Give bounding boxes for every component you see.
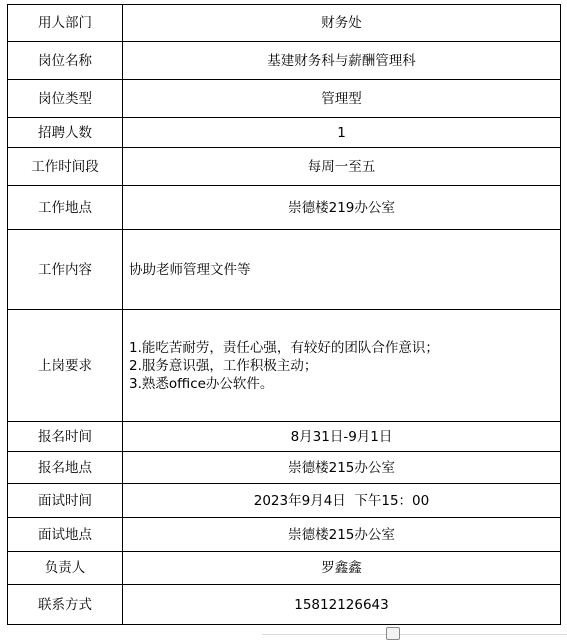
page-edge-divider xyxy=(262,634,567,635)
table-row xyxy=(8,484,561,518)
job-posting-table xyxy=(7,4,561,625)
requirement-line: 1.能吃苦耐劳，责任心强，有较好的团队合作意识； xyxy=(129,339,439,356)
requirement-line: 3.熟悉office办公软件。 xyxy=(129,375,274,392)
table-row xyxy=(8,310,561,422)
value-interview-time: 2023年9月4日 下午15：00 xyxy=(123,484,561,518)
value-department: 财务处 xyxy=(123,5,561,42)
label-requirements: 上岗要求 xyxy=(8,310,123,422)
label-interview-time: 面试时间 xyxy=(8,484,123,518)
value-signup-location: 崇德楼215办公室 xyxy=(123,452,561,484)
table-row xyxy=(8,5,561,42)
table-row xyxy=(8,118,561,148)
label-position-type: 岗位类型 xyxy=(8,80,123,118)
label-headcount: 招聘人数 xyxy=(8,118,123,148)
value-job-content: 协助老师管理文件等 xyxy=(123,230,561,310)
value-person-in-charge: 罗鑫鑫 xyxy=(123,552,561,585)
label-person-in-charge: 负责人 xyxy=(8,552,123,585)
value-requirements xyxy=(123,310,561,422)
label-position-name: 岗位名称 xyxy=(8,42,123,80)
value-work-hours: 每周一至五 xyxy=(123,148,561,186)
label-work-location: 工作地点 xyxy=(8,186,123,230)
table-row xyxy=(8,518,561,552)
table-row xyxy=(8,452,561,484)
label-work-hours: 工作时间段 xyxy=(8,148,123,186)
value-position-name: 基建财务科与薪酬管理科 xyxy=(123,42,561,80)
table-row xyxy=(8,230,561,310)
table-row xyxy=(8,585,561,625)
table-row xyxy=(8,552,561,585)
value-headcount: 1 xyxy=(123,118,561,148)
value-contact: 15812126643 xyxy=(123,585,561,625)
job-posting-sheet xyxy=(7,4,561,625)
table-row xyxy=(8,80,561,118)
label-signup-time: 报名时间 xyxy=(8,422,123,452)
label-job-content: 工作内容 xyxy=(8,230,123,310)
table-row xyxy=(8,42,561,80)
table-row xyxy=(8,148,561,186)
value-work-location: 崇德楼219办公室 xyxy=(123,186,561,230)
label-signup-location: 报名地点 xyxy=(8,452,123,484)
table-row xyxy=(8,186,561,230)
table-row xyxy=(8,422,561,452)
label-contact: 联系方式 xyxy=(8,585,123,625)
value-signup-time: 8月31日-9月1日 xyxy=(123,422,561,452)
value-position-type: 管理型 xyxy=(123,80,561,118)
value-interview-location: 崇德楼215办公室 xyxy=(123,518,561,552)
table-move-handle-icon[interactable] xyxy=(386,627,400,640)
requirement-line: 2.服务意识强，工作积极主动； xyxy=(129,357,318,374)
label-department: 用人部门 xyxy=(8,5,123,42)
label-interview-location: 面试地点 xyxy=(8,518,123,552)
